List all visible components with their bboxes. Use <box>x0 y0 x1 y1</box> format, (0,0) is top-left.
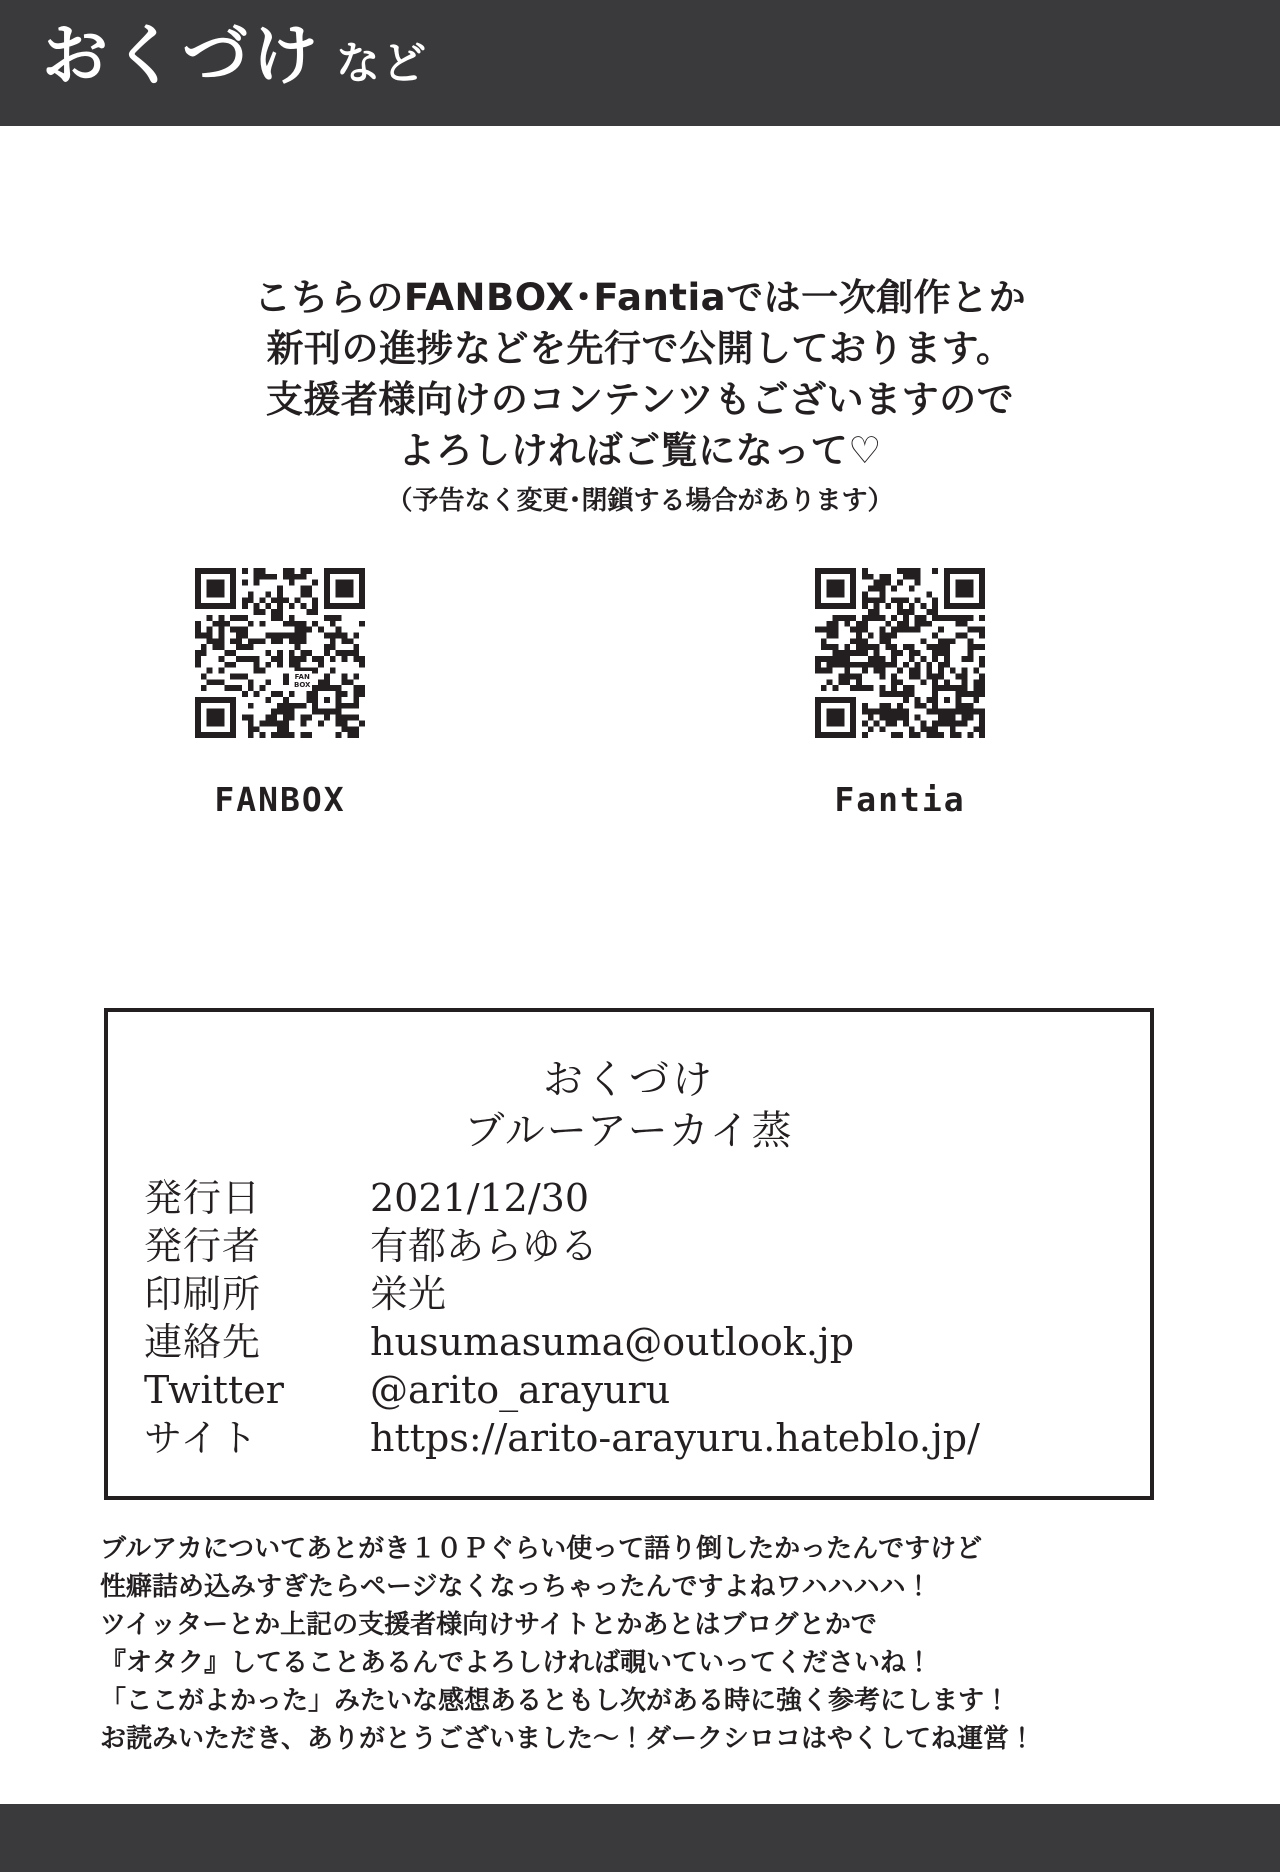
colophon-box <box>104 1008 1154 1500</box>
colophon-subtitle: ブルーアーカイ蒸 <box>464 1108 794 1154</box>
field-value-twitter[interactable]: @arito_arayuru <box>370 1368 671 1412</box>
afterword-line-3: ツイッターとか上記の支援者様向けサイトとかあとはブログとかで <box>100 1610 877 1640</box>
table-row <box>144 1366 1150 1414</box>
afterword-line-2: 性癖詰め込みすぎたらページなくなっちゃったんですよねワハハハハ！ <box>100 1572 932 1602</box>
field-label-site: サイト <box>144 1416 259 1460</box>
field-label-printer: 印刷所 <box>144 1272 262 1316</box>
afterword-line-6: お読みいただき、ありがとうございました〜！ダークシロコはやくしてね運営！ <box>100 1724 1035 1754</box>
field-value-contact[interactable]: husumasuma@outlook.jp <box>370 1320 855 1364</box>
page-title-main: おくづけ <box>42 17 322 94</box>
field-value-publisher: 有都あらゆる <box>370 1224 599 1268</box>
top-rule <box>0 118 1280 126</box>
top-banner <box>0 0 1280 118</box>
qr-block-fantia[interactable] <box>810 568 990 819</box>
field-label-twitter: Twitter <box>144 1368 284 1412</box>
table-row <box>144 1318 1150 1366</box>
table-row <box>144 1174 1150 1222</box>
fantia-label: Fantia <box>834 780 966 819</box>
field-value-site[interactable]: https://arito-arayuru.hateblo.jp/ <box>370 1416 980 1460</box>
intro-paragraph <box>0 272 1280 522</box>
intro-line-1: こちらのFANBOX･Fantiaでは一次創作とか <box>253 276 1027 319</box>
page-title <box>42 8 428 112</box>
fanbox-logo-icon: FAN BOX <box>294 673 311 689</box>
field-label-publisher: 発行者 <box>144 1224 262 1268</box>
field-label-publish-date: 発行日 <box>144 1176 262 1220</box>
afterword-text <box>100 1530 1190 1758</box>
fantia-qr-code[interactable] <box>815 568 985 738</box>
bottom-banner <box>0 1812 1280 1872</box>
qr-block-fanbox[interactable] <box>190 568 370 819</box>
intro-note: （予告なく変更･閉鎖する場合があります） <box>386 486 894 516</box>
afterword-line-5: 「ここがよかった」みたいな感想あるともし次がある時に強く参考にします！ <box>100 1686 1011 1716</box>
field-value-printer: 栄光 <box>370 1272 447 1316</box>
colophon-title: おくづけ <box>543 1057 715 1103</box>
page-title-sub: など <box>336 38 428 89</box>
afterword-line-4: 『オタク』してることあるんでよろしければ覗いていってくださいね！ <box>100 1648 933 1678</box>
colophon-fields <box>108 1174 1150 1462</box>
field-label-contact: 連絡先 <box>144 1320 262 1364</box>
intro-line-2: 新刊の進捗などを先行で公開しております。 <box>266 327 1014 370</box>
bottom-rule <box>0 1804 1280 1812</box>
fanbox-qr-code[interactable] <box>195 568 365 738</box>
table-row <box>144 1222 1150 1270</box>
table-row <box>144 1414 1150 1462</box>
afterword-line-1: ブルアカについてあとがき１０Ｐぐらい使って語り倒したかったんですけど <box>100 1534 983 1564</box>
table-row <box>144 1270 1150 1318</box>
intro-line-3: 支援者様向けのコンテンツもございますので <box>265 378 1015 421</box>
field-value-publish-date: 2021/12/30 <box>370 1176 590 1220</box>
intro-line-4: よろしければご覧になって♡ <box>398 429 882 472</box>
fanbox-label: FANBOX <box>214 780 346 819</box>
